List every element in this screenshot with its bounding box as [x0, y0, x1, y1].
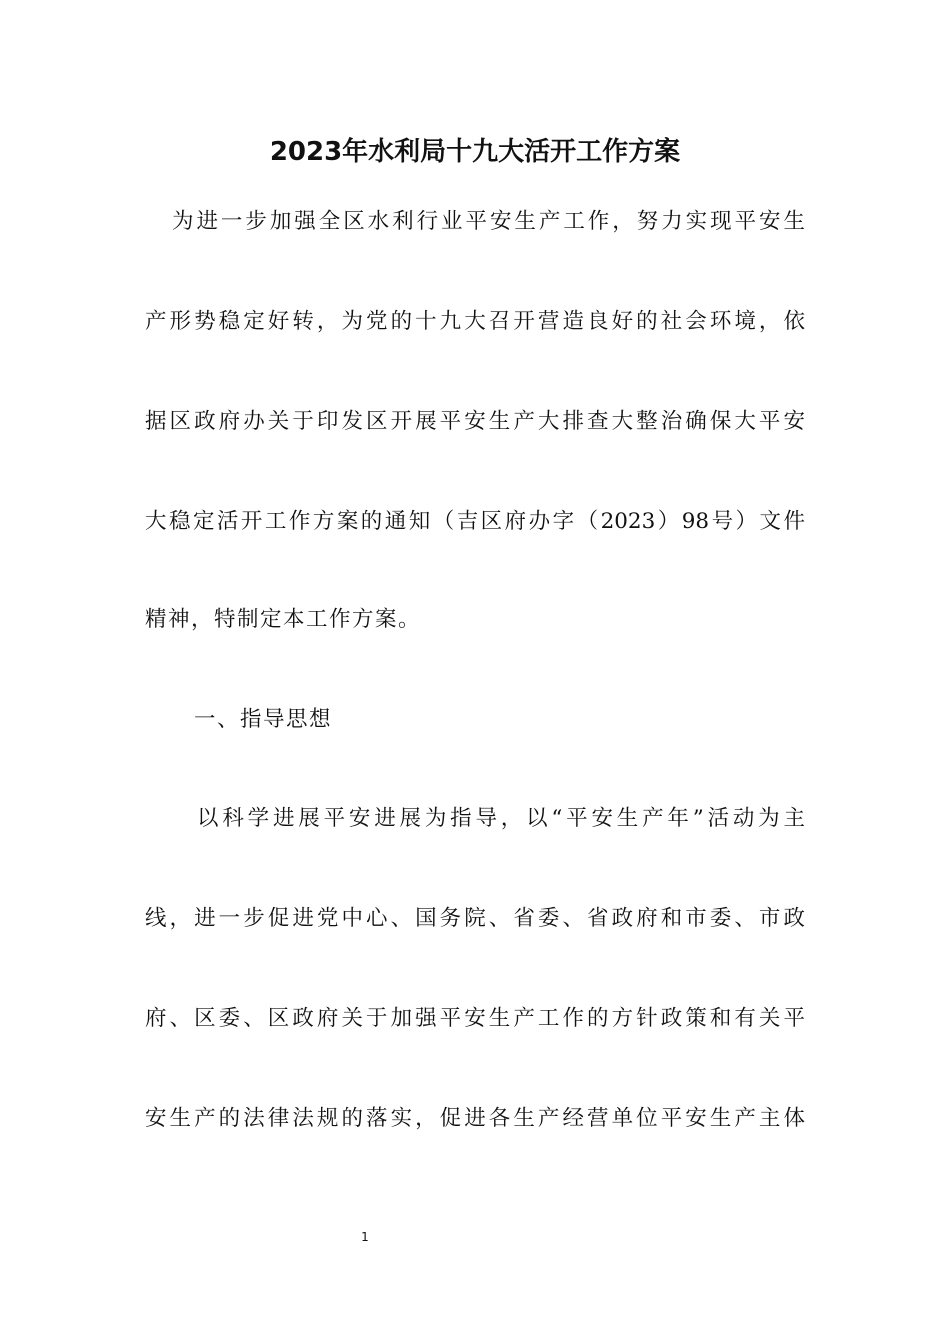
page-number: 1	[361, 1230, 369, 1244]
paragraph-line: 精神，特制定本工作方案。	[145, 607, 422, 632]
paragraph-line: 据区政府办关于印发区开展平安生产大排查大整治确保大平安	[145, 409, 805, 434]
paragraph-line: 线，进一步促进党中心、国务院、省委、省政府和市委、市政	[145, 906, 805, 931]
paragraph-line: 大稳定活开工作方案的通知（吉区府办字（2023）98号）文件	[145, 509, 805, 534]
paragraph-line: 为进一步加强全区水利行业平安生产工作，努力实现平安生	[172, 209, 805, 234]
document-title: 2023年水利局十九大活开工作方案	[269, 137, 681, 167]
section-heading: 一、指导思想	[194, 707, 333, 732]
paragraph-line: 产形势稳定好转，为党的十九大召开营造良好的社会环境，依	[145, 309, 805, 334]
paragraph-line: 府、区委、区政府关于加强平安生产工作的方针政策和有关平	[145, 1006, 805, 1031]
paragraph-line: 以科学进展平安进展为指导，以“平安生产年”活动为主	[197, 806, 805, 831]
paragraph-line: 安生产的法律法规的落实，促进各生产经营单位平安生产主体	[145, 1106, 805, 1131]
